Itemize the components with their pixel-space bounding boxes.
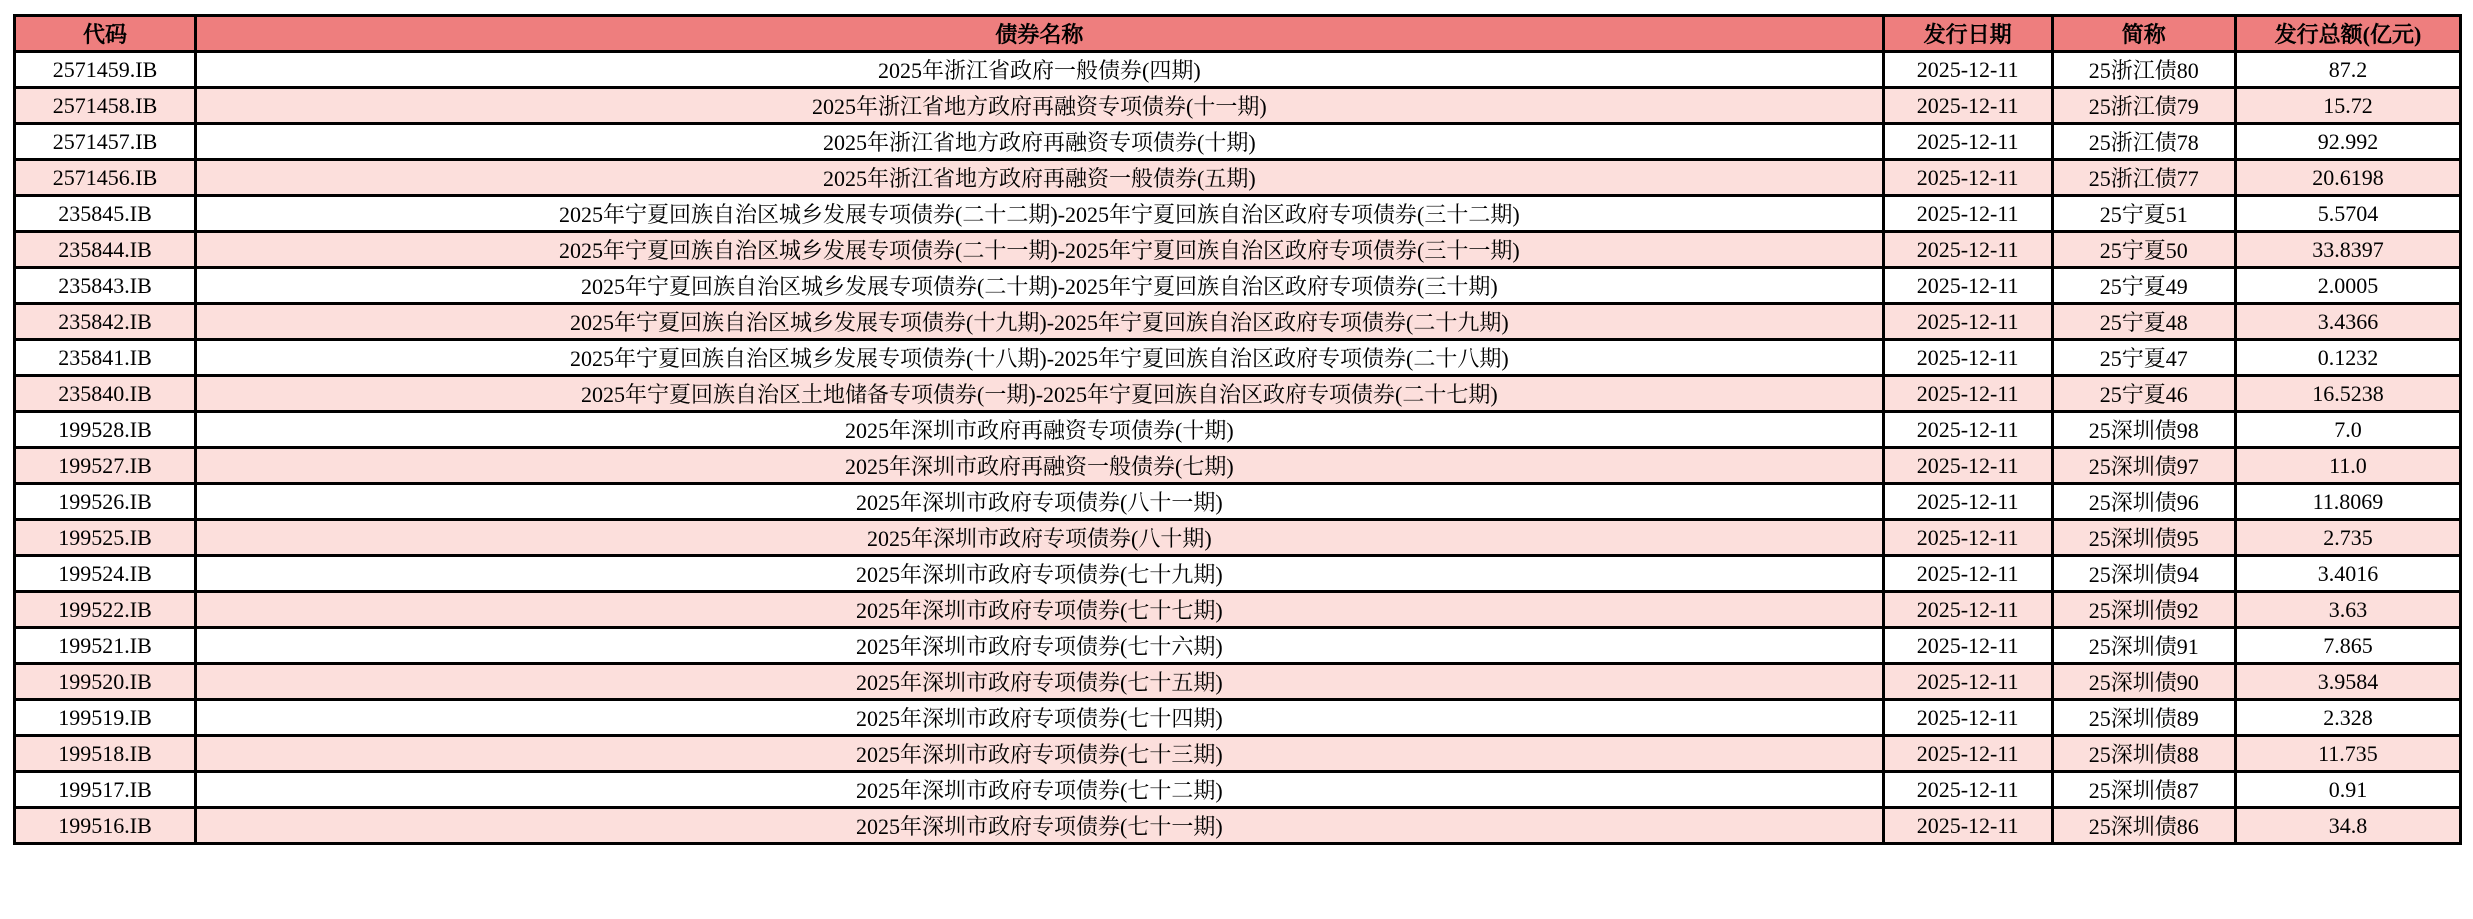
table-row (15, 520, 2461, 556)
table-cell: 11.735 (2235, 736, 2460, 772)
table-cell: 235845.IB (15, 196, 196, 232)
table-cell: 199527.IB (15, 448, 196, 484)
table-cell: 0.1232 (2235, 340, 2460, 376)
header-cell-short-name: 简称 (2052, 16, 2235, 52)
table-row (15, 484, 2461, 520)
table-row (15, 736, 2461, 772)
table-cell: 25深圳债87 (2052, 772, 2235, 808)
table-row (15, 664, 2461, 700)
table-cell: 2571458.IB (15, 88, 196, 124)
table-cell: 2025-12-11 (1883, 664, 2052, 700)
table-cell: 2025年深圳市政府专项债券(七十三期) (196, 736, 1884, 772)
table-cell: 199520.IB (15, 664, 196, 700)
table-row (15, 124, 2461, 160)
table-cell: 92.992 (2235, 124, 2460, 160)
table-cell: 2025-12-11 (1883, 700, 2052, 736)
table-cell: 2025-12-11 (1883, 268, 2052, 304)
table-cell: 2025-12-11 (1883, 484, 2052, 520)
table-cell: 2025年深圳市政府专项债券(七十七期) (196, 592, 1884, 628)
table-cell: 25深圳债90 (2052, 664, 2235, 700)
table-cell: 2025年深圳市政府再融资专项债券(十期) (196, 412, 1884, 448)
table-cell: 25深圳债91 (2052, 628, 2235, 664)
table-body (15, 52, 2461, 844)
table-cell: 2571456.IB (15, 160, 196, 196)
header-cell-issue-amount: 发行总额(亿元) (2235, 16, 2460, 52)
table-cell: 235843.IB (15, 268, 196, 304)
table-cell: 199518.IB (15, 736, 196, 772)
table-cell: 235842.IB (15, 304, 196, 340)
table-cell: 2025-12-11 (1883, 376, 2052, 412)
table-cell: 33.8397 (2235, 232, 2460, 268)
table-cell: 199528.IB (15, 412, 196, 448)
table-cell: 2025-12-11 (1883, 592, 2052, 628)
table-row (15, 772, 2461, 808)
table-cell: 3.4016 (2235, 556, 2460, 592)
table-cell: 199519.IB (15, 700, 196, 736)
table-cell: 7.0 (2235, 412, 2460, 448)
table-cell: 2025年深圳市政府专项债券(八十一期) (196, 484, 1884, 520)
table-cell: 199516.IB (15, 808, 196, 844)
table-cell: 235844.IB (15, 232, 196, 268)
table-cell: 2025年宁夏回族自治区土地储备专项债券(一期)-2025年宁夏回族自治区政府专项债券(二十七期) (196, 376, 1884, 412)
table-row (15, 700, 2461, 736)
table-row (15, 340, 2461, 376)
table-cell: 25深圳债98 (2052, 412, 2235, 448)
header-cell-issue-date: 发行日期 (1883, 16, 2052, 52)
table-cell: 2025-12-11 (1883, 412, 2052, 448)
table-cell: 2025年浙江省政府一般债券(四期) (196, 52, 1884, 88)
table-cell: 3.63 (2235, 592, 2460, 628)
table-cell: 3.4366 (2235, 304, 2460, 340)
table-cell: 2025-12-11 (1883, 52, 2052, 88)
table-cell: 2025年深圳市政府专项债券(七十一期) (196, 808, 1884, 844)
table-cell: 2025年深圳市政府专项债券(七十九期) (196, 556, 1884, 592)
table-cell: 2.0005 (2235, 268, 2460, 304)
table-cell: 16.5238 (2235, 376, 2460, 412)
table-cell: 2025年浙江省地方政府再融资专项债券(十期) (196, 124, 1884, 160)
table-cell: 2025年深圳市政府专项债券(七十五期) (196, 664, 1884, 700)
table-cell: 2025-12-11 (1883, 520, 2052, 556)
table-cell: 2025-12-11 (1883, 736, 2052, 772)
table-cell: 199524.IB (15, 556, 196, 592)
table-cell: 0.91 (2235, 772, 2460, 808)
table-cell: 20.6198 (2235, 160, 2460, 196)
table-cell: 2571457.IB (15, 124, 196, 160)
table-row (15, 196, 2461, 232)
table-cell: 25深圳债86 (2052, 808, 2235, 844)
table-cell: 25深圳债94 (2052, 556, 2235, 592)
table-cell: 11.8069 (2235, 484, 2460, 520)
table-cell: 25宁夏49 (2052, 268, 2235, 304)
table-cell: 2025-12-11 (1883, 628, 2052, 664)
table-cell: 3.9584 (2235, 664, 2460, 700)
table-cell: 2025年深圳市政府专项债券(七十六期) (196, 628, 1884, 664)
header-cell-code: 代码 (15, 16, 196, 52)
table-row (15, 556, 2461, 592)
table-cell: 15.72 (2235, 88, 2460, 124)
table-cell: 2025-12-11 (1883, 556, 2052, 592)
table-cell: 25浙江债79 (2052, 88, 2235, 124)
table-cell: 11.0 (2235, 448, 2460, 484)
table-cell: 25深圳债88 (2052, 736, 2235, 772)
table-row (15, 628, 2461, 664)
header-cell-bond-name: 债券名称 (196, 16, 1884, 52)
table-row (15, 268, 2461, 304)
table-cell: 199517.IB (15, 772, 196, 808)
table-cell: 25宁夏48 (2052, 304, 2235, 340)
table-cell: 235841.IB (15, 340, 196, 376)
table-cell: 2025年浙江省地方政府再融资一般债券(五期) (196, 160, 1884, 196)
table-cell: 2025-12-11 (1883, 88, 2052, 124)
table-cell: 7.865 (2235, 628, 2460, 664)
table-cell: 2571459.IB (15, 52, 196, 88)
table-cell: 2025-12-11 (1883, 304, 2052, 340)
table-header (15, 16, 2461, 52)
table-cell: 25浙江债77 (2052, 160, 2235, 196)
table-cell: 2025年深圳市政府专项债券(八十期) (196, 520, 1884, 556)
table-cell: 2025年宁夏回族自治区城乡发展专项债券(二十期)-2025年宁夏回族自治区政府专项债券(三十期) (196, 268, 1884, 304)
table-cell: 2025年宁夏回族自治区城乡发展专项债券(二十二期)-2025年宁夏回族自治区政府专项债券(三十二期) (196, 196, 1884, 232)
table-cell: 2025年宁夏回族自治区城乡发展专项债券(十九期)-2025年宁夏回族自治区政府专项债券(二十九期) (196, 304, 1884, 340)
table-cell: 25宁夏47 (2052, 340, 2235, 376)
table-row (15, 232, 2461, 268)
table-cell: 2.328 (2235, 700, 2460, 736)
table-cell: 34.8 (2235, 808, 2460, 844)
table-row (15, 592, 2461, 628)
table-row (15, 808, 2461, 844)
table-cell: 199522.IB (15, 592, 196, 628)
table-cell: 25浙江债80 (2052, 52, 2235, 88)
table-cell: 25深圳债95 (2052, 520, 2235, 556)
table-cell: 2025-12-11 (1883, 124, 2052, 160)
table-cell: 25浙江债78 (2052, 124, 2235, 160)
table-cell: 2025-12-11 (1883, 808, 2052, 844)
table-cell: 25宁夏46 (2052, 376, 2235, 412)
table-cell: 199521.IB (15, 628, 196, 664)
table-cell: 25深圳债96 (2052, 484, 2235, 520)
table-row (15, 304, 2461, 340)
table-cell: 87.2 (2235, 52, 2460, 88)
header-row (15, 16, 2461, 52)
table-cell: 2025年宁夏回族自治区城乡发展专项债券(十八期)-2025年宁夏回族自治区政府专项债券(二十八期) (196, 340, 1884, 376)
table-row (15, 160, 2461, 196)
table-cell: 235840.IB (15, 376, 196, 412)
table-row (15, 412, 2461, 448)
table-cell: 199526.IB (15, 484, 196, 520)
table-row (15, 88, 2461, 124)
table-cell: 2.735 (2235, 520, 2460, 556)
table-cell: 2025-12-11 (1883, 772, 2052, 808)
bond-issuance-table (13, 14, 2462, 845)
table-row (15, 448, 2461, 484)
table-cell: 199525.IB (15, 520, 196, 556)
table-cell: 2025年深圳市政府专项债券(七十二期) (196, 772, 1884, 808)
table-row (15, 376, 2461, 412)
table-cell: 25宁夏51 (2052, 196, 2235, 232)
table-cell: 5.5704 (2235, 196, 2460, 232)
table-cell: 25深圳债97 (2052, 448, 2235, 484)
table-cell: 25深圳债89 (2052, 700, 2235, 736)
table-cell: 25宁夏50 (2052, 232, 2235, 268)
table-row (15, 52, 2461, 88)
table-cell: 2025-12-11 (1883, 340, 2052, 376)
table-cell: 2025年浙江省地方政府再融资专项债券(十一期) (196, 88, 1884, 124)
table-cell: 2025-12-11 (1883, 160, 2052, 196)
table-cell: 2025年深圳市政府专项债券(七十四期) (196, 700, 1884, 736)
table-cell: 2025-12-11 (1883, 196, 2052, 232)
table-cell: 2025年宁夏回族自治区城乡发展专项债券(二十一期)-2025年宁夏回族自治区政府专项债券(三十一期) (196, 232, 1884, 268)
table-cell: 2025年深圳市政府再融资一般债券(七期) (196, 448, 1884, 484)
table-cell: 2025-12-11 (1883, 448, 2052, 484)
table-cell: 2025-12-11 (1883, 232, 2052, 268)
table-cell: 25深圳债92 (2052, 592, 2235, 628)
